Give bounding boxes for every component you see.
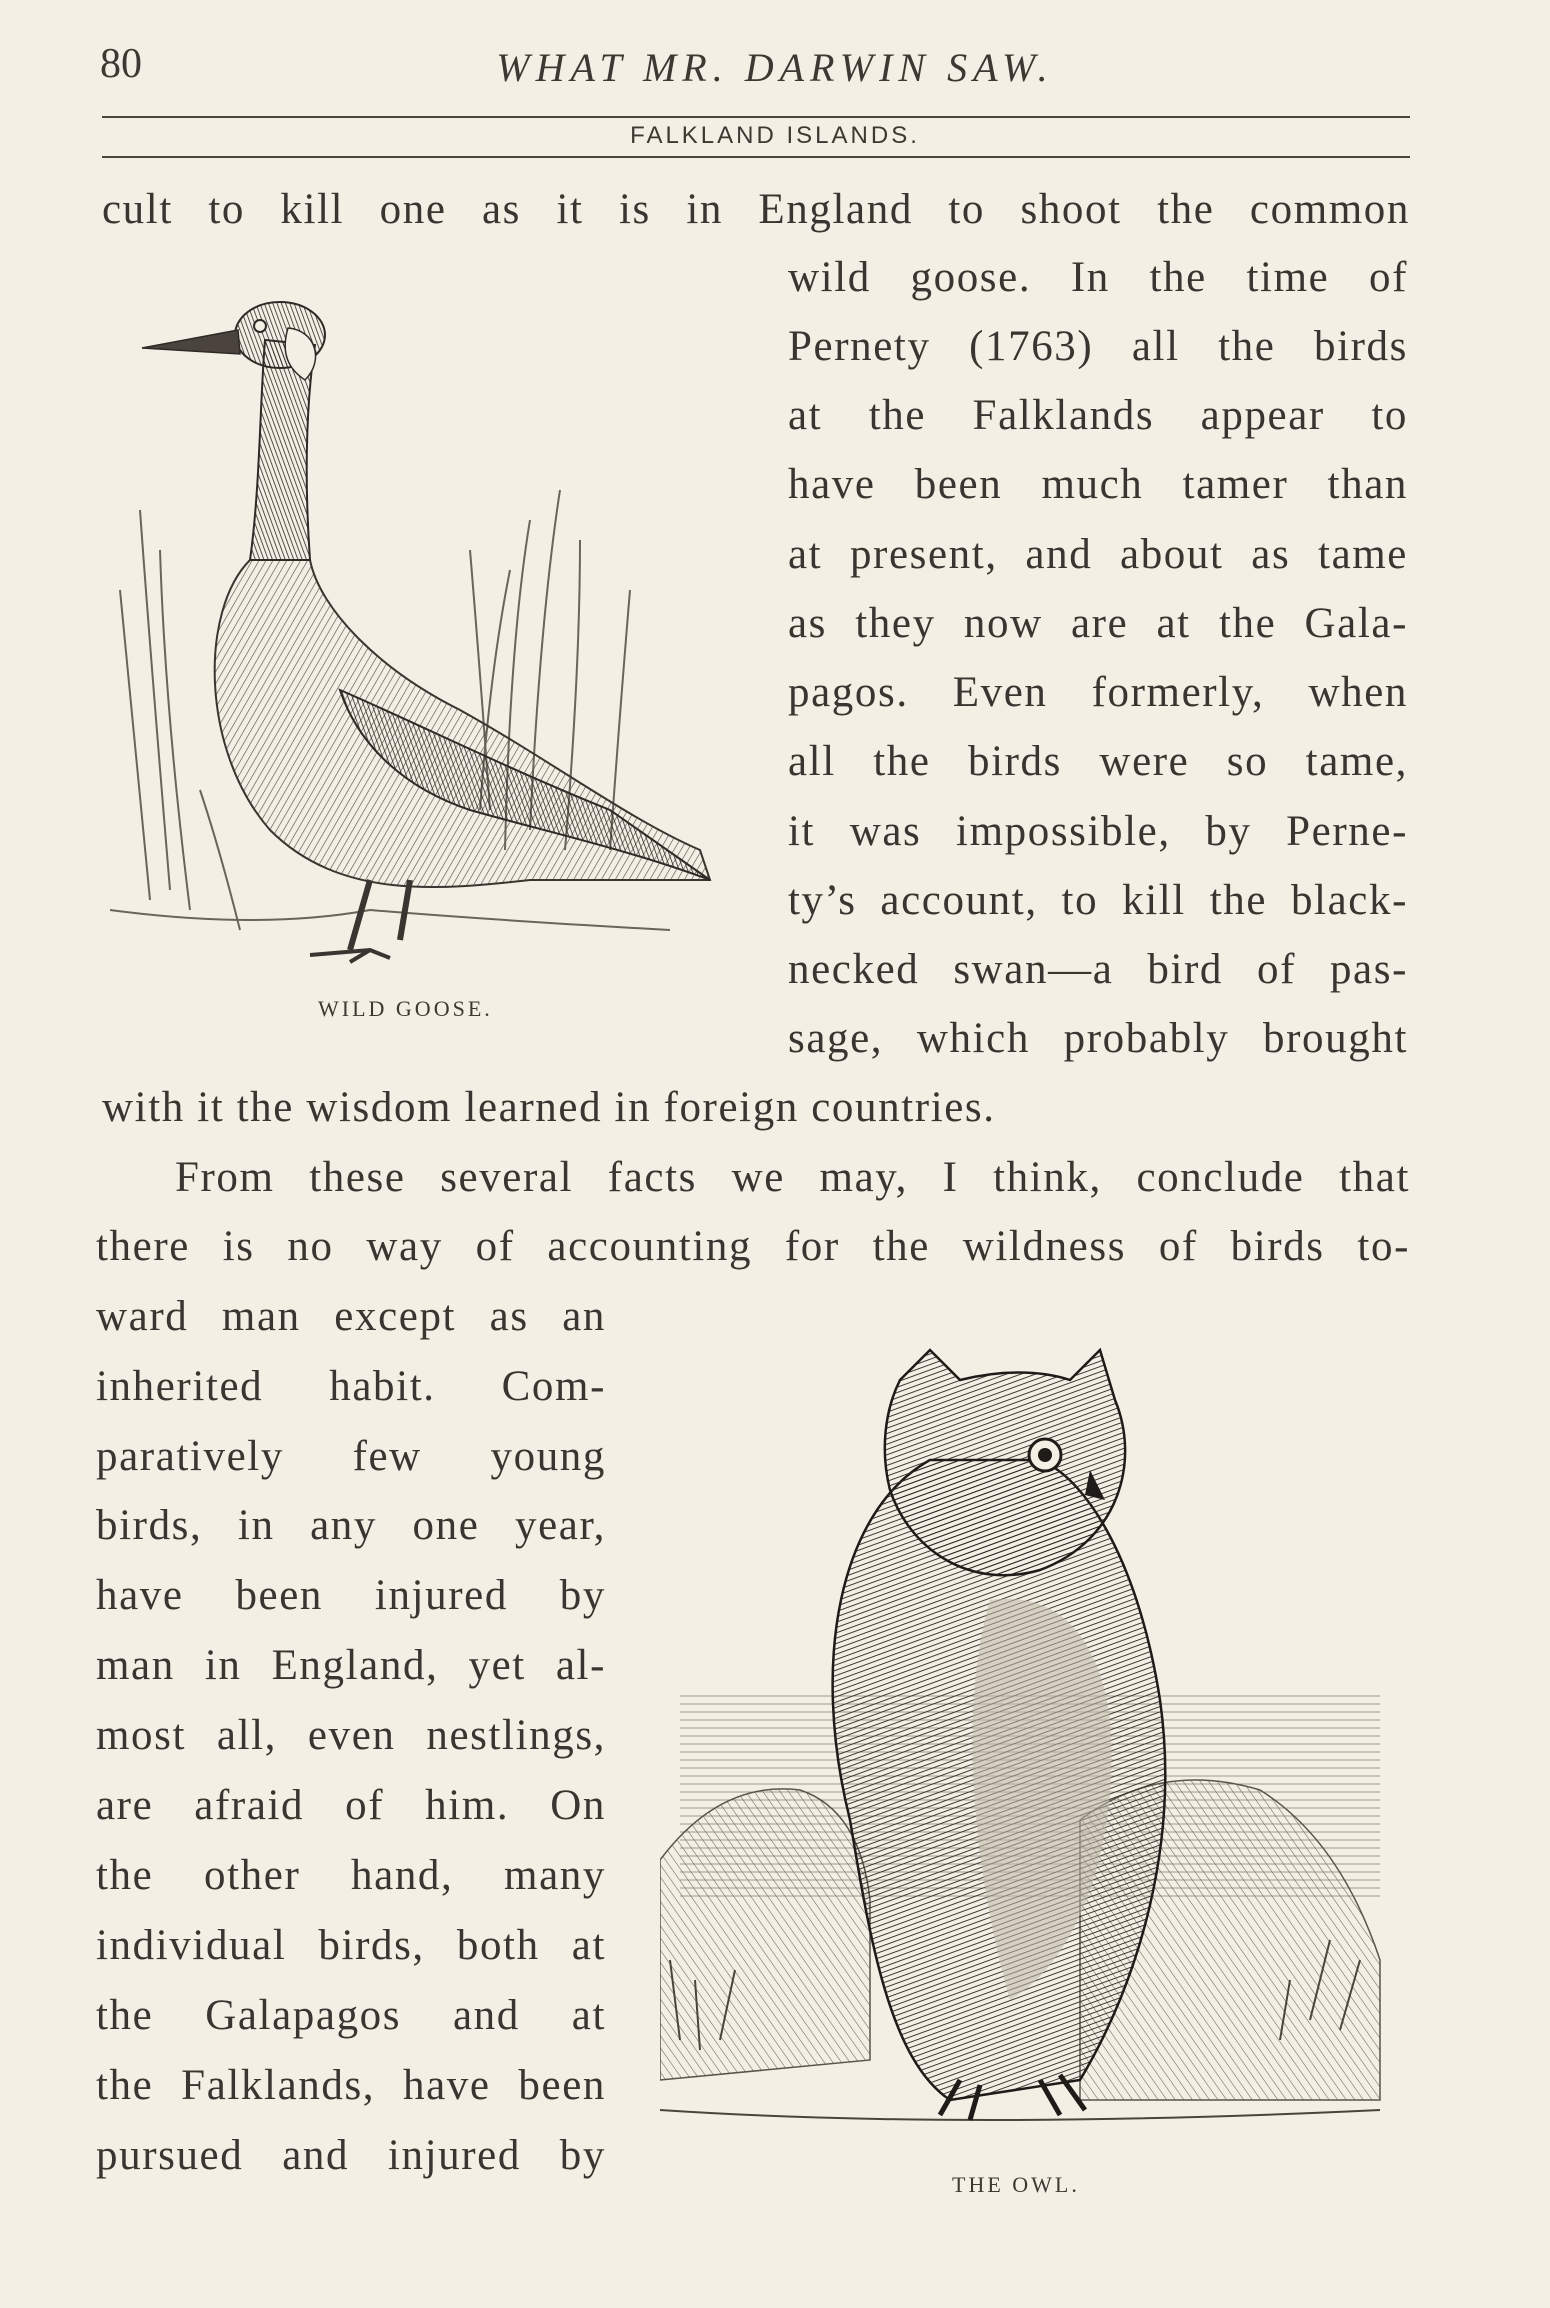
page-number: 80 [100,41,142,87]
text-line: wild goose. In the time of [788,254,1408,301]
header-rule-top [102,116,1410,118]
text-line: pursued and injured by [96,2132,606,2179]
header-rule-bottom [102,156,1410,158]
text-line: there is no way of accounting for the wildness of birds to- [96,1223,1410,1270]
text-line: From these several facts we may, I think, conclude that [175,1154,1410,1201]
text-line: birds, in any one year, [96,1502,606,1549]
text-line: Pernety (1763) all the birds [788,323,1408,370]
text-line: the other hand, many [96,1852,606,1899]
text-line: as they now are at the Gala- [788,600,1408,647]
text-line: sage, which probably brought [788,1015,1408,1062]
text-line: it was impossible, by Perne- [788,808,1408,855]
text-line: have been injured by [96,1572,606,1619]
section-title: FALKLAND ISLANDS. [630,122,920,149]
text-line: ward man except as an [96,1293,606,1340]
text-line: man in England, yet al- [96,1642,606,1689]
text-line: at the Falklands appear to [788,392,1408,439]
text-line: at present, and about as tame [788,531,1408,578]
text-line: all the birds were so tame, [788,738,1408,785]
owl-illustration [660,1340,1400,2150]
text-line: ty’s account, to kill the black- [788,877,1408,924]
text-line: inherited habit. Com- [96,1363,606,1410]
text-line: the Galapagos and at [96,1992,606,2039]
text-line: pagos. Even formerly, when [788,669,1408,716]
text-line: have been much tamer than [788,461,1408,508]
wild-goose-caption: WILD GOOSE. [318,996,493,1021]
wild-goose-illustration [110,290,730,990]
text-line: most all, even nestlings, [96,1712,606,1759]
owl-caption: THE OWL. [952,2172,1080,2197]
text-line: necked swan—a bird of pas- [788,946,1408,993]
text-line: paratively few young [96,1433,606,1480]
running-title: WHAT MR. DARWIN SAW. [496,45,1054,90]
text-line: the Falklands, have been [96,2062,606,2109]
text-line: are afraid of him. On [96,1782,606,1829]
text-line: individual birds, both at [96,1922,606,1969]
text-line: with it the wisdom learned in foreign countries. [102,1084,996,1131]
text-line: cult to kill one as it is in England to shoot the common [102,186,1410,233]
